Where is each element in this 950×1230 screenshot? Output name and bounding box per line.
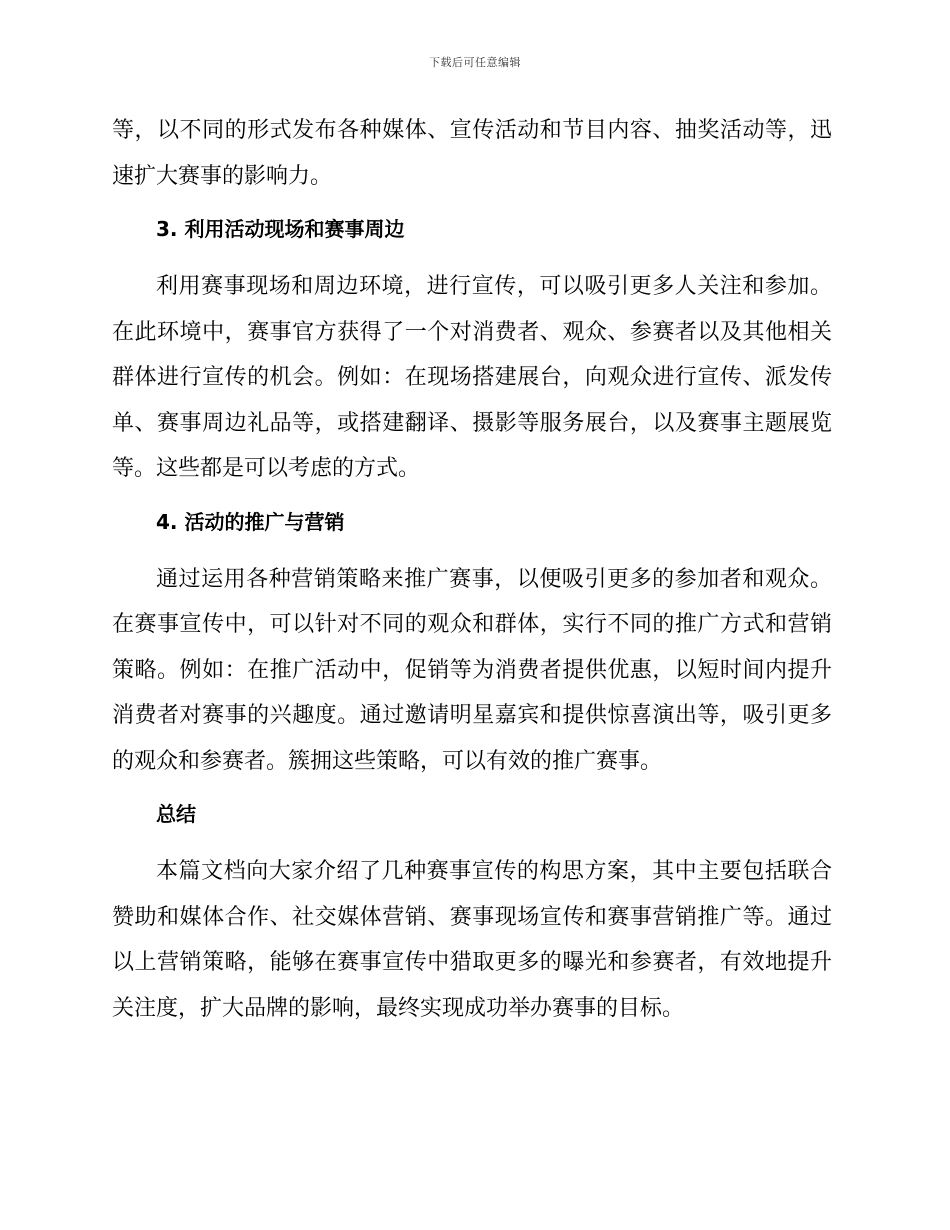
section-3-heading: 3. 利用活动现场和赛事周边 bbox=[156, 217, 405, 241]
section-4-heading: 4. 活动的推广与营销 bbox=[156, 509, 345, 534]
section-4-paragraph: 通过运用各种营销策略来推广赛事，以便吸引更多的参加者和观众。在赛事宣传中，可以针对不同的观众和群体，实行不同的推广方式和营销策略。例如：在推广活动中，促销等为消费者提供优惠，以短时间内提升消费者对赛事的兴趣度。通过邀请明星嘉宾和提供惊喜演出等，吸引更多的观众和参赛者。簇拥这些策略，可以有效的推广赛事。 bbox=[112, 566, 832, 774]
paragraph-intro-continuation: 等，以不同的形式发布各种媒体、宣传活动和节目内容、抽奖活动等，迅速扩大赛事的影响力。 bbox=[112, 118, 832, 189]
document-body bbox=[112, 108, 832, 1031]
section-3-paragraph: 利用赛事现场和周边环境，进行宣传，可以吸引更多人关注和参加。在此环境中，赛事官方获得了一个对消费者、观众、参赛者以及其他相关群体进行宣传的机会。例如：在现场搭建展台，向观众进行宣传、派发传单、赛事周边礼品等，或搭建翻译、摄影等服务展台，以及赛事主题展览等。这些都是可以考虑的方式。 bbox=[112, 274, 832, 481]
page-header: 下载后可任意编辑 bbox=[429, 56, 521, 69]
summary-paragraph: 本篇文档向大家介绍了几种赛事宣传的构思方案，其中主要包括联合赞助和媒体合作、社交媒体营销、赛事现场宣传和赛事营销推广等。通过以上营销策略，能够在赛事宣传中猎取更多的曝光和参赛者，有效地提升关注度，扩大品牌的影响，最终实现成功举办赛事的目标。 bbox=[112, 859, 832, 1021]
summary-heading: 总结 bbox=[156, 802, 196, 826]
